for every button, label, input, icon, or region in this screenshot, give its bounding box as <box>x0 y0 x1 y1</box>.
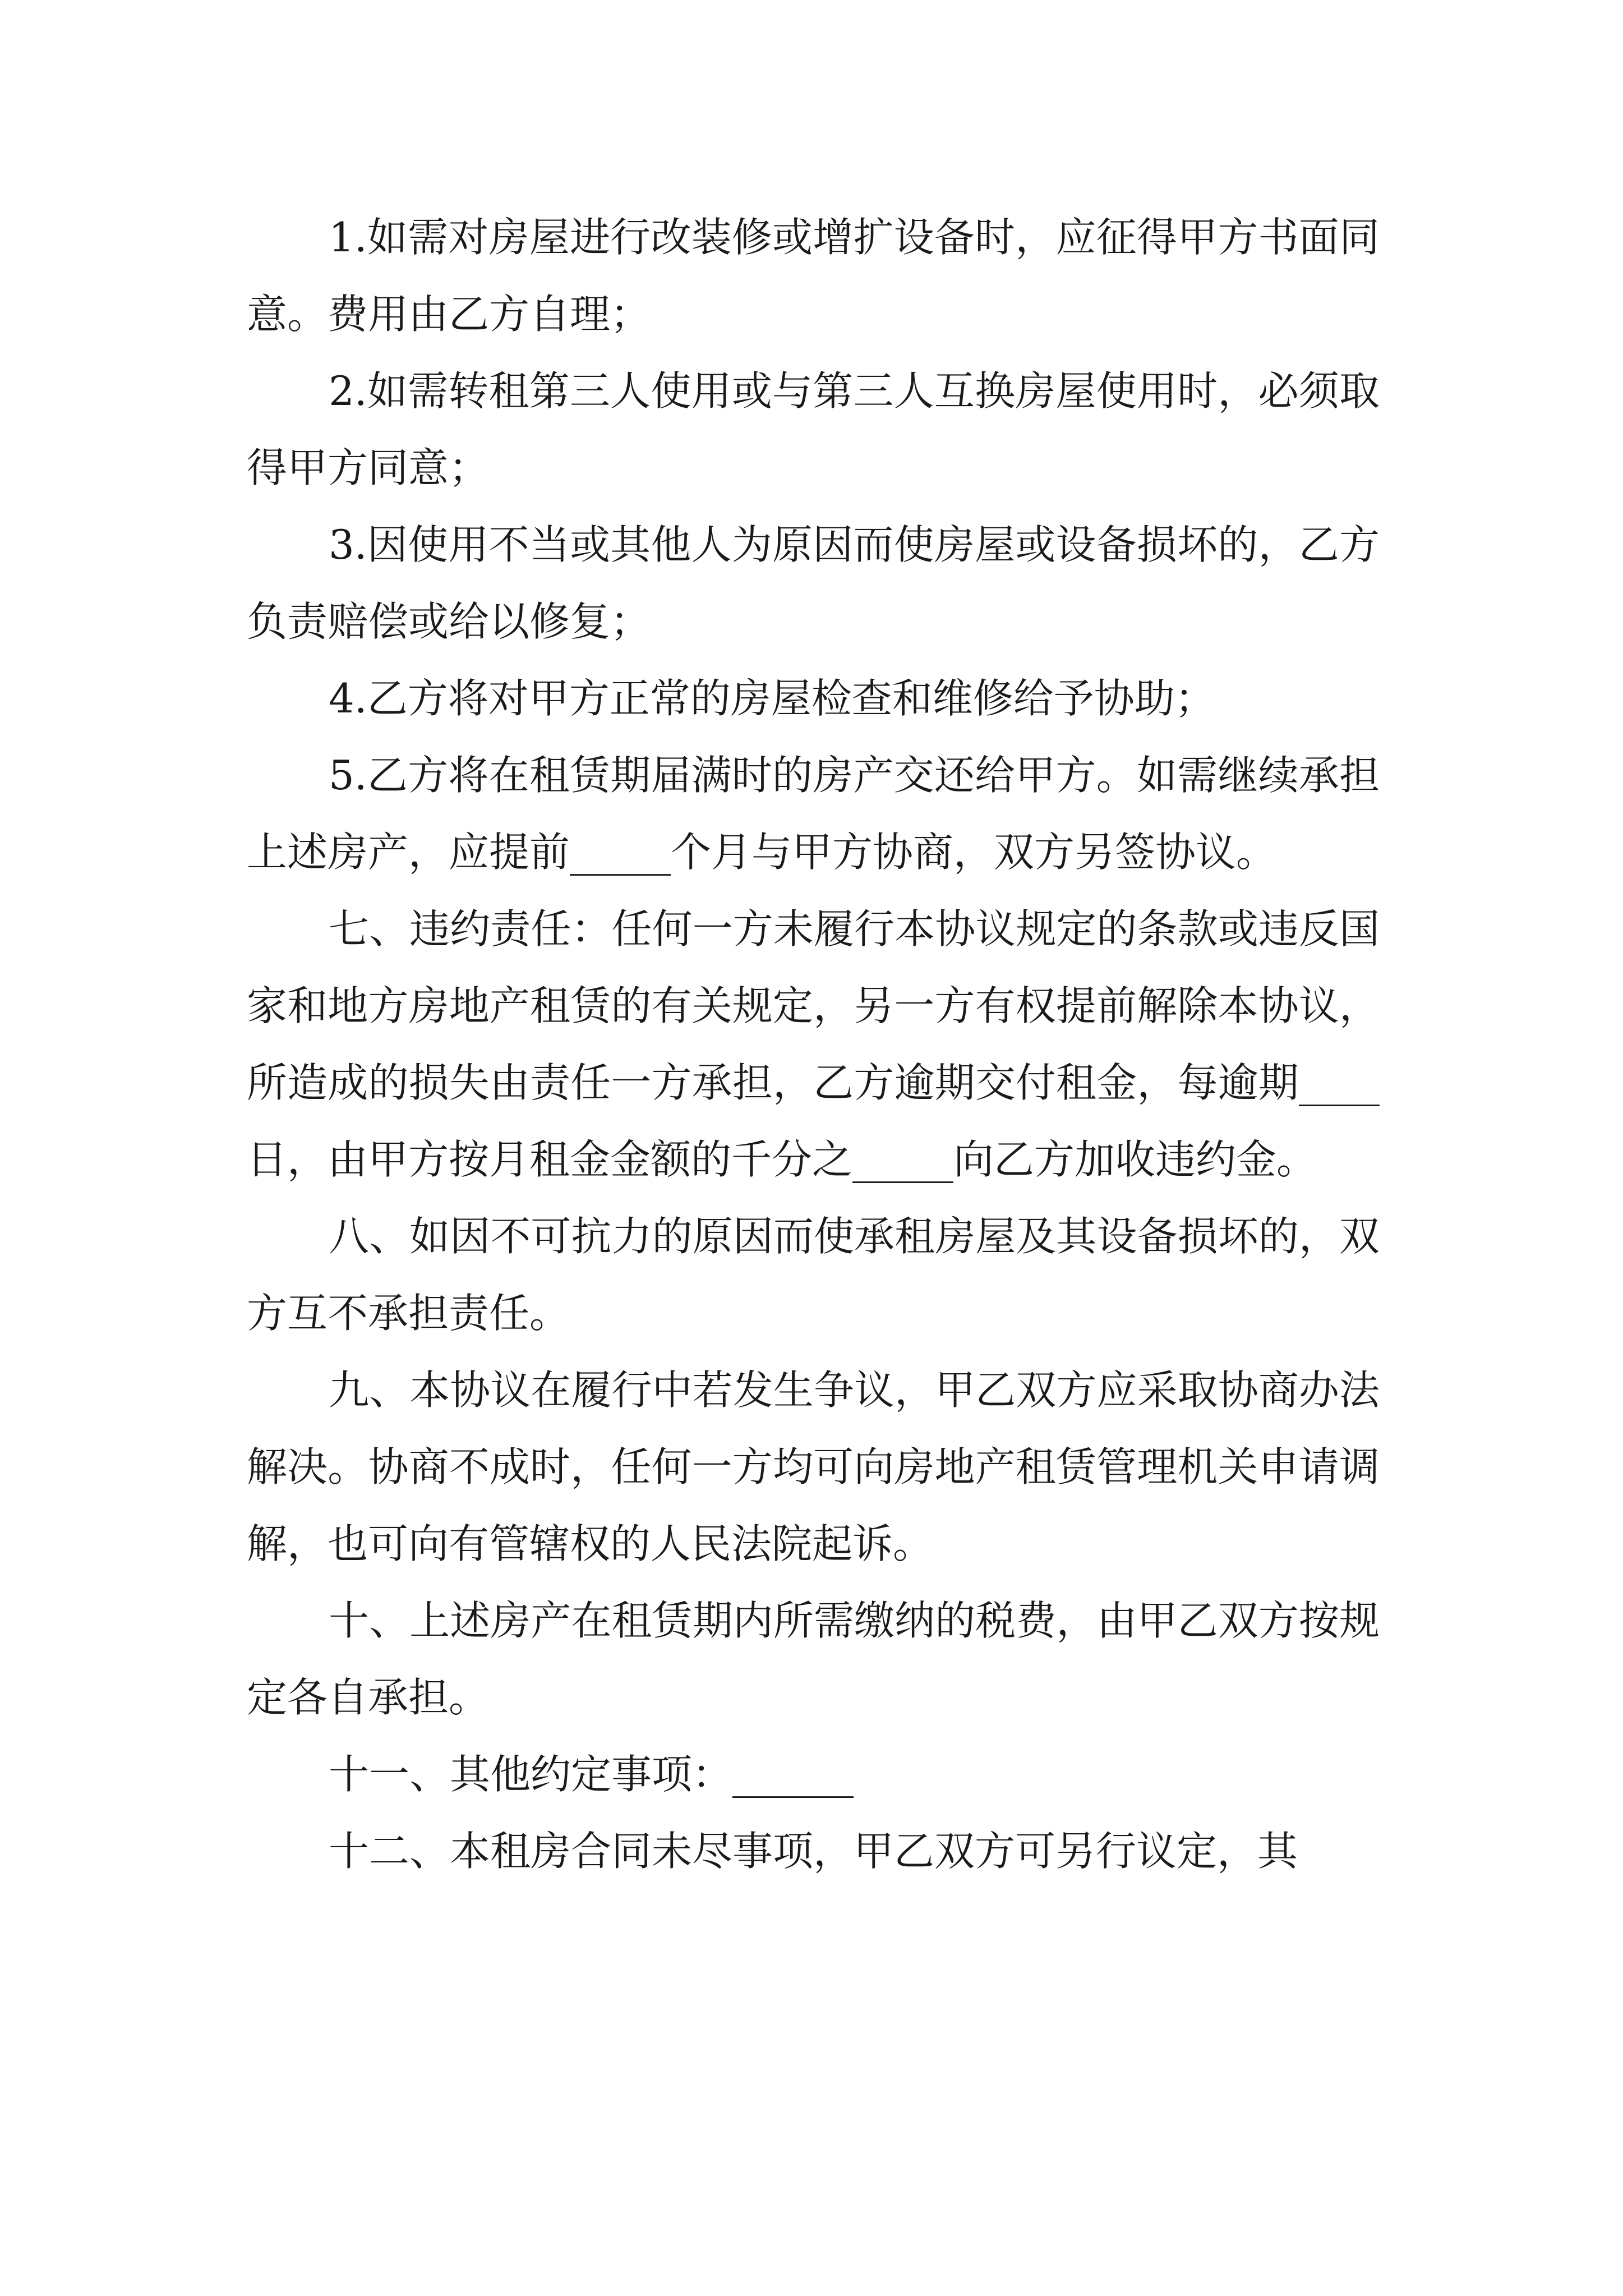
section-12-unresolved: 十二、本租房合同未尽事项，甲乙双方可另行议定，其 <box>329 1828 1298 1875</box>
section-7-breach: 七、违约责任：任何一方未履行本协议规定的条款或违反国家和地方房地产租赁的有关规定，另一方有权提前解除本协议，所造成的损失由责任一方承担，乙方逾期交付租金，每逾期____日，由甲方按月租金金额的千分之_____向乙方加收违约金。 <box>247 905 1380 1183</box>
clause-1-renovation: 1.如需对房屋进行改装修或增扩设备时，应征得甲方书面同意。费用由乙方自理； <box>247 214 1380 338</box>
clause-5-return: 5.乙方将在租赁期届满时的房产交还给甲方。如需继续承担上述房产，应提前_____个月与甲方协商，双方另签协议。 <box>247 752 1380 876</box>
section-11-other-terms: 十一、其他约定事项：______ <box>329 1751 854 1798</box>
clause-2-sublease: 2.如需转租第三人使用或与第三人互换房屋使用时，必须取得甲方同意； <box>247 367 1380 491</box>
section-8-force-majeure: 八、如因不可抗力的原因而使承租房屋及其设备损坏的，双方互不承担责任。 <box>247 1213 1380 1337</box>
clause-4-inspection: 4.乙方将对甲方正常的房屋检查和维修给予协助； <box>329 675 1215 722</box>
section-10-taxes: 十、上述房产在租赁期内所需缴纳的税费，由甲乙双方按规定各自承担。 <box>247 1597 1380 1721</box>
clause-3-damage: 3.因使用不当或其他人为原因而使房屋或设备损坏的，乙方负责赔偿或给以修复； <box>247 521 1380 645</box>
contract-body <box>247 199 1380 1890</box>
section-9-disputes: 九、本协议在履行中若发生争议，甲乙双方应采取协商办法解决。协商不成时，任何一方均可向房地产租赁管理机关申请调解，也可向有管辖权的人民法院起诉。 <box>247 1366 1380 1567</box>
